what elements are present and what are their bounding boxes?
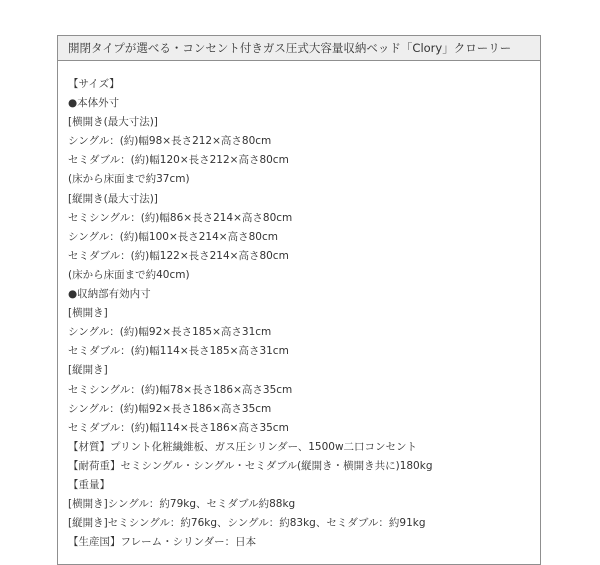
spec-line: シングル：(約)幅100×長さ214×高さ80cm xyxy=(68,230,278,243)
spec-line: シングル：(約)幅98×長さ212×高さ80cm xyxy=(68,135,272,148)
spec-table xyxy=(57,35,541,565)
spec-line: (床から床面まで約37cm) xyxy=(68,173,190,186)
spec-line-load-capacity: 【耐荷重】セミシングル・シングル・セミダブル(縦開き・横開き共に)180kg xyxy=(68,459,433,472)
spec-line-size-heading: 【サイズ】 xyxy=(68,78,120,90)
spec-body xyxy=(58,61,540,552)
spec-line-vertical-open-heading: [縦開き(最大寸法)] xyxy=(68,192,158,205)
spec-line-storage-dimensions: ●収納部有効内寸 xyxy=(68,288,151,301)
spec-line: セミシングル：(約)幅78×長さ186×高さ35cm xyxy=(68,383,293,396)
spec-line-weight-heading: 【重量】 xyxy=(68,478,110,491)
spec-line: セミダブル：(約)幅114×長さ186×高さ35cm xyxy=(68,421,289,434)
spec-line-country: 【生産国】フレーム・シリンダー：日本 xyxy=(68,536,257,549)
spec-line-side-open-heading: [横開き] xyxy=(68,307,108,320)
spec-line: セミダブル：(約)幅120×長さ212×高さ80cm xyxy=(68,154,289,167)
spec-line: (床から床面まで約40cm) xyxy=(68,268,190,281)
spec-line-vertical-open-heading: [縦開き] xyxy=(68,364,108,377)
spec-line: セミシングル：(約)幅86×長さ214×高さ80cm xyxy=(68,211,293,224)
spec-line: シングル：(約)幅92×長さ185×高さ31cm xyxy=(68,326,272,339)
spec-line-outer-dimensions: ●本体外寸 xyxy=(68,97,120,110)
spec-line: セミダブル：(約)幅114×長さ185×高さ31cm xyxy=(68,345,289,358)
spec-line: シングル：(約)幅92×長さ186×高さ35cm xyxy=(68,402,272,415)
spec-line: セミダブル：(約)幅122×長さ214×高さ80cm xyxy=(68,249,289,262)
spec-title: 開閉タイプが選べる・コンセント付きガス圧式大容量収納ベッド「Clory」クローリー xyxy=(58,36,540,61)
spec-line: [横開き]シングル：約79kg、セミダブル約88kg xyxy=(68,498,296,511)
spec-line: [縦開き]セミシングル：約76kg、シングル：約83kg、セミダブル：約91kg xyxy=(68,517,426,530)
spec-line-material: 【材質】プリント化粧繊維板、ガス圧シリンダー、1500w二口コンセント xyxy=(68,440,418,453)
spec-line-side-open-heading: [横開き(最大寸法)] xyxy=(68,116,158,129)
